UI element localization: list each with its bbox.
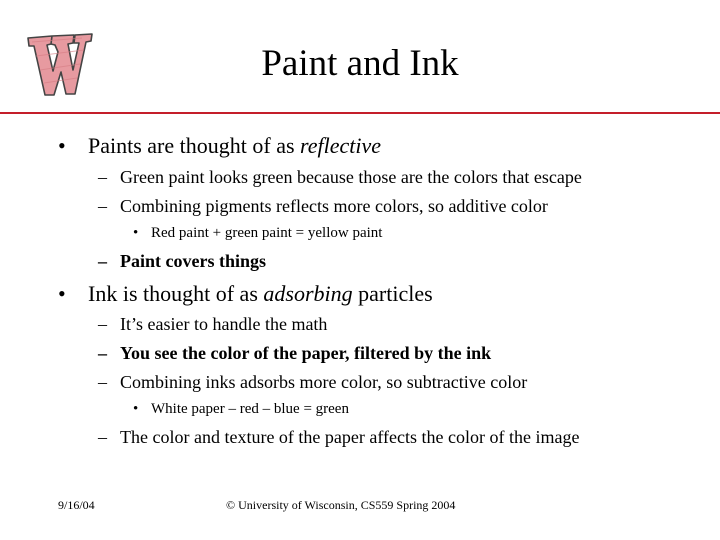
sub-bullet-marker: – xyxy=(98,314,107,334)
footer-copyright: © University of Wisconsin, CS559 Spring 2004 xyxy=(226,498,456,512)
sub-sub-bullet-marker: • xyxy=(133,225,139,241)
bullet-marker: • xyxy=(58,133,66,158)
bullet-marker: • xyxy=(58,281,66,306)
bullet-text-after: particles xyxy=(352,281,433,306)
bullet-text: Ink is thought of as xyxy=(88,281,264,306)
sub-bullet-marker: – xyxy=(98,251,107,271)
sub-bullet-marker: – xyxy=(98,167,107,187)
footer-date: 9/16/04 xyxy=(58,498,95,512)
sub-bullet-text: Green paint looks green because those are the colors that escape xyxy=(120,167,582,187)
uw-w-logo xyxy=(22,28,94,98)
sub-sub-bullet-marker: • xyxy=(133,401,139,417)
title-divider xyxy=(0,112,720,114)
bullet-italic-term: reflective xyxy=(300,133,382,158)
sub-bullet-text: Paint covers things xyxy=(120,251,266,271)
sub-bullet-text: The color and texture of the paper affects the color of the image xyxy=(120,427,580,447)
bullet-text: Paints are thought of as xyxy=(88,133,301,158)
sub-bullet-text: You see the color of the paper, filtered by the ink xyxy=(120,343,492,363)
sub-sub-bullet-text: Red paint + green paint = yellow paint xyxy=(151,225,383,241)
sub-bullet-text: It’s easier to handle the math xyxy=(120,314,328,334)
sub-bullet-marker: – xyxy=(98,343,107,363)
slide-title: Paint and Ink xyxy=(261,43,459,84)
sub-bullet-marker: – xyxy=(98,372,107,392)
sub-bullet-marker: – xyxy=(98,196,107,216)
sub-bullet-marker: – xyxy=(98,427,107,447)
bullet-italic-term: adsorbing xyxy=(263,281,353,306)
sub-sub-bullet-text: White paper – red – blue = green xyxy=(151,401,349,417)
sub-bullet-text: Combining inks adsorbs more color, so subtractive color xyxy=(120,372,528,392)
sub-bullet-text: Combining pigments reflects more colors, so additive color xyxy=(120,196,548,216)
